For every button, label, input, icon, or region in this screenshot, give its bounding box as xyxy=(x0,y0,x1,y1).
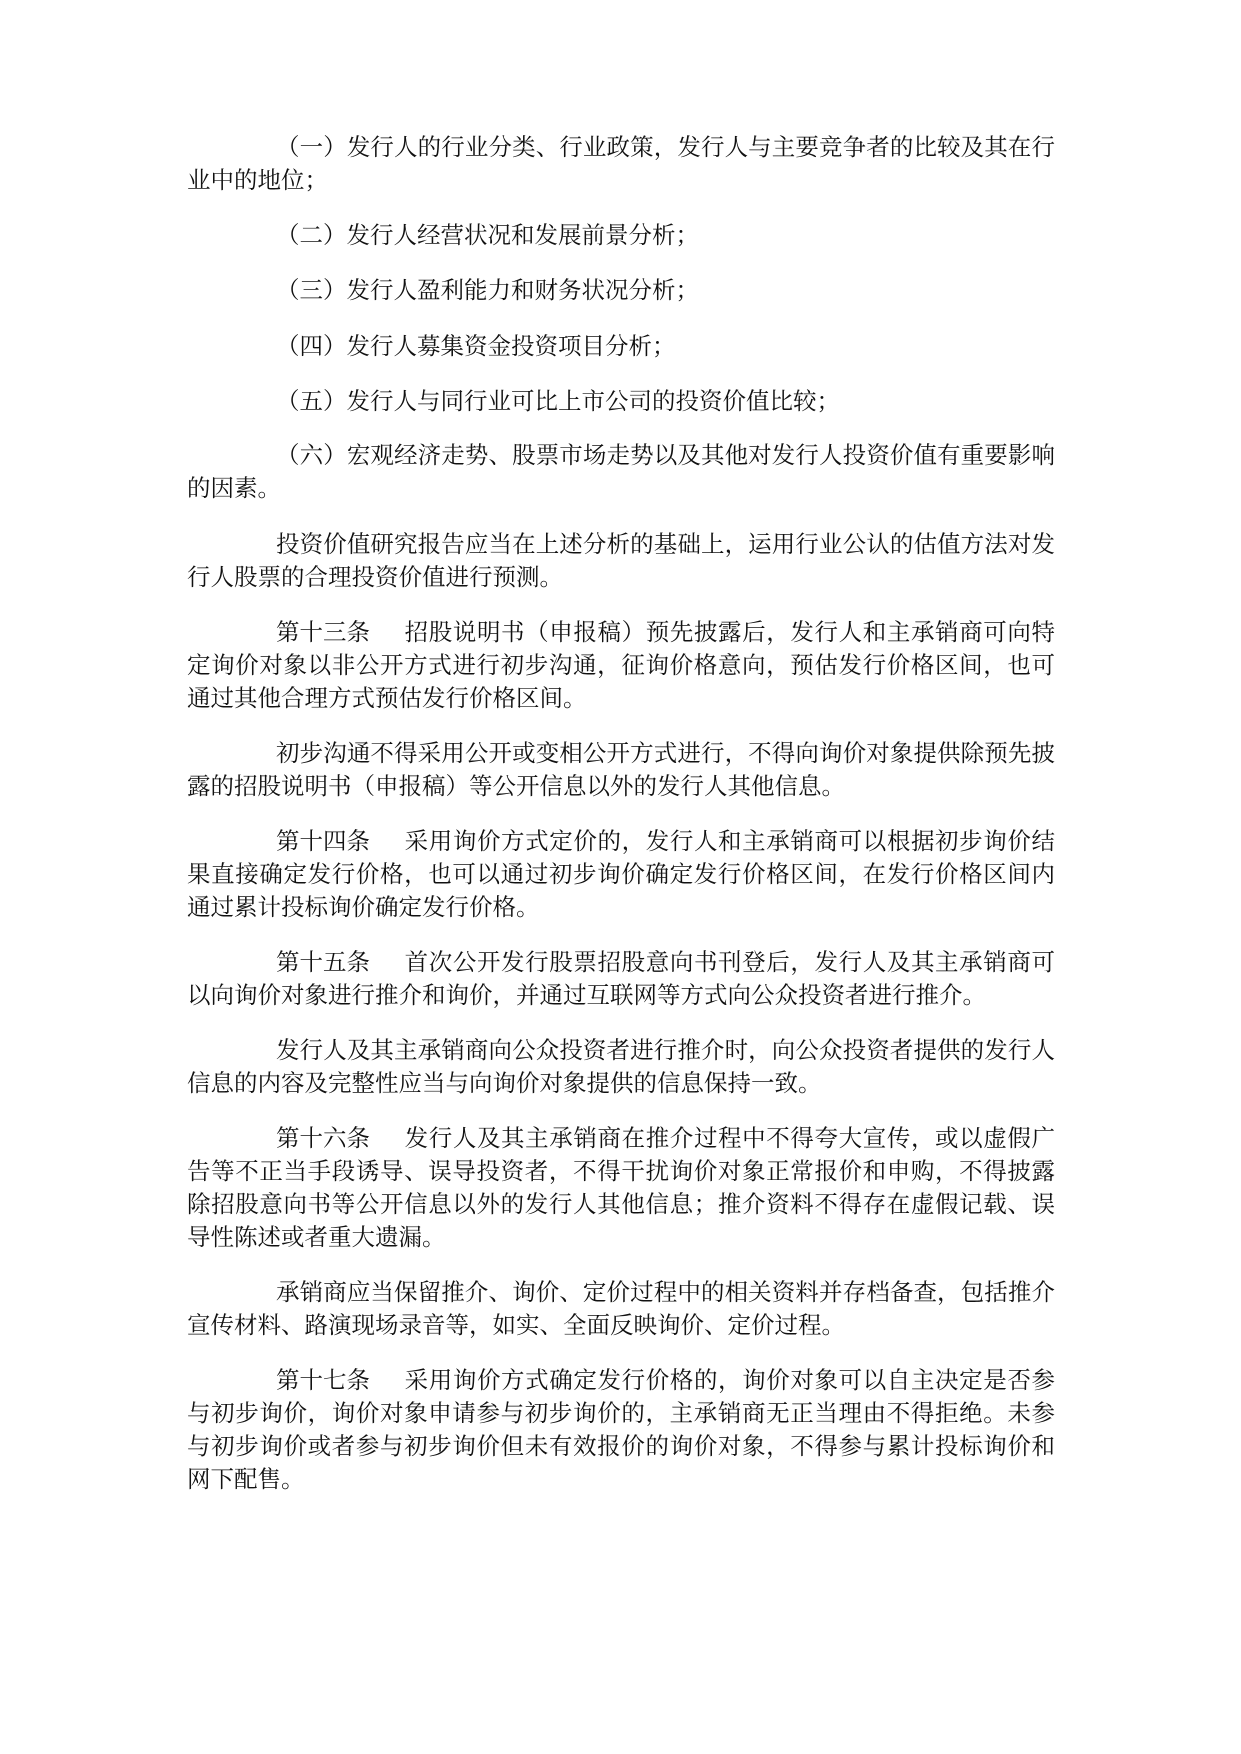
paragraph-item-9 xyxy=(187,737,1055,803)
paragraph-text: （四）发行人募集资金投资项目分析； xyxy=(276,332,676,360)
article-number: 第十四条 xyxy=(276,827,370,855)
paragraph-text: 发行人及其主承销商向公众投资者进行推介时，向公众投资者提供的发行人信息的内容及完整性应当与向询价对象提供的信息保持一致。 xyxy=(187,1036,1055,1097)
paragraph-item-6 xyxy=(187,439,1055,505)
paragraph-text: 承销商应当保留推介、询价、定价过程中的相关资料并存档备查，包括推介宣传材料、路演现场录音等，如实、全面反映询价、定价过程。 xyxy=(187,1278,1055,1339)
paragraph-item-3 xyxy=(187,274,1055,307)
article-13 xyxy=(187,616,1055,715)
document-page xyxy=(187,0,1055,1754)
article-number: 第十三条 xyxy=(276,618,370,646)
paragraph-text: 投资价值研究报告应当在上述分析的基础上，运用行业公认的估值方法对发行人股票的合理投资价值进行预测。 xyxy=(187,530,1055,591)
article-text: 采用询价方式定价的，发行人和主承销商可以根据初步询价结果直接确定发行价格，也可以通过初步询价确定发行价格区间，在发行价格区间内通过累计投标询价确定发行价格。 xyxy=(187,827,1055,921)
article-text: 发行人及其主承销商在推介过程中不得夸大宣传，或以虚假广告等不正当手段诱导、误导投资者，不得干扰询价对象正常报价和申购，不得披露除招股意向书等公开信息以外的发行人其他信息；推介资料不得存在虚假记载、误导性陈述或者重大遗漏。 xyxy=(187,1124,1055,1251)
paragraph-item-4 xyxy=(187,330,1055,363)
article-text: 首次公开发行股票招股意向书刊登后，发行人及其主承销商可以向询价对象进行推介和询价，并通过互联网等方式向公众投资者进行推介。 xyxy=(187,948,1055,1009)
paragraph-text: （一）发行人的行业分类、行业政策，发行人与主要竞争者的比较及其在行业中的地位； xyxy=(187,133,1055,194)
article-text: 采用询价方式确定发行价格的，询价对象可以自主决定是否参与初步询价，询价对象申请参与初步询价的，主承销商无正当理由不得拒绝。未参与初步询价或者参与初步询价但未有效报价的询价对象，不得参与累计投标询价和网下配售。 xyxy=(187,1366,1055,1493)
paragraph-text: （五）发行人与同行业可比上市公司的投资价值比较； xyxy=(276,387,840,415)
paragraph-item-2 xyxy=(187,219,1055,252)
paragraph-item-12 xyxy=(187,1034,1055,1100)
paragraph-text: （六）宏观经济走势、股票市场走势以及其他对发行人投资价值有重要影响的因素。 xyxy=(187,441,1055,502)
paragraph-text: （二）发行人经营状况和发展前景分析； xyxy=(276,221,699,249)
article-number: 第十六条 xyxy=(276,1124,370,1152)
paragraph-item-1 xyxy=(187,131,1055,197)
paragraph-item-5 xyxy=(187,385,1055,418)
article-16 xyxy=(187,1122,1055,1254)
article-17 xyxy=(187,1364,1055,1496)
article-number: 第十七条 xyxy=(276,1366,370,1394)
article-text: 招股说明书（申报稿）预先披露后，发行人和主承销商可向特定询价对象以非公开方式进行初步沟通，征询价格意向，预估发行价格区间，也可通过其他合理方式预估发行价格区间。 xyxy=(187,618,1055,712)
article-number: 第十五条 xyxy=(276,948,370,976)
paragraph-item-14 xyxy=(187,1276,1055,1342)
paragraph-item-7 xyxy=(187,528,1055,594)
article-15 xyxy=(187,946,1055,1012)
article-14 xyxy=(187,825,1055,924)
paragraph-text: 初步沟通不得采用公开或变相公开方式进行，不得向询价对象提供除预先披露的招股说明书（申报稿）等公开信息以外的发行人其他信息。 xyxy=(187,739,1055,800)
paragraph-text: （三）发行人盈利能力和财务状况分析； xyxy=(276,276,699,304)
